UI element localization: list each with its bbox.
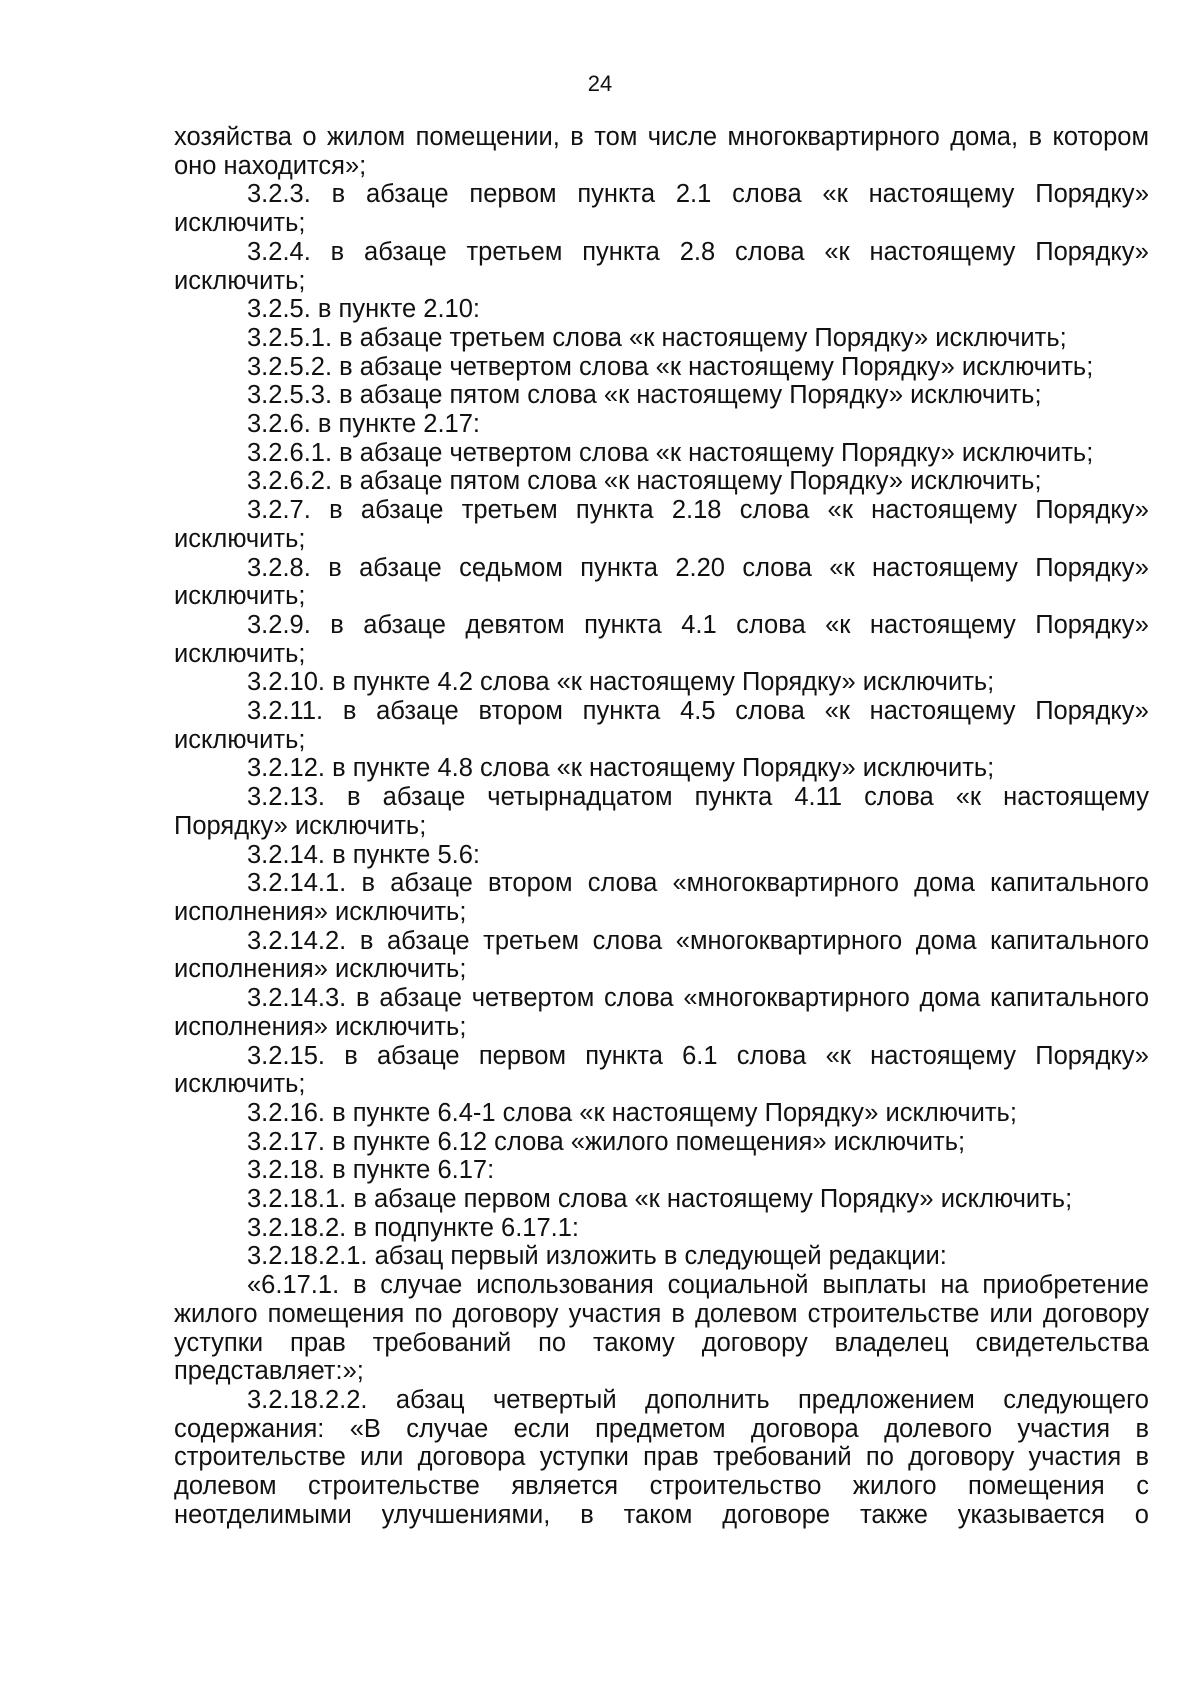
paragraph: 3.2.5.1. в абзаце третьем слова «к настоящему Порядку» исключить; <box>247 323 1067 352</box>
paragraph: 3.2.17. в пункте 6.12 слова «жилого помещения» исключить; <box>247 1127 966 1156</box>
paragraph: 3.2.12. в пункте 4.8 слова «к настоящему Порядку» исключить; <box>247 754 995 783</box>
paragraph: 3.2.5.2. в абзаце четвертом слова «к настоящему Порядку» исключить; <box>247 352 1094 381</box>
paragraph: 3.2.7. в абзаце третьем пункта 2.18 слова «к настоящему Порядку» исключить; <box>174 496 1149 553</box>
paragraph: 3.2.8. в абзаце седьмом пункта 2.20 слова «к настоящему Порядку» исключить; <box>174 553 1149 611</box>
paragraph: 3.2.14.1. в абзаце втором слова «многоквартирного дома капитального исполнения» исключить; <box>174 869 1149 926</box>
paragraph: «6.17.1. в случае использования социальной выплаты на приобретение жилого помещения по договору участия в долевом строительстве или договору уступки прав требований по такому договору владелец свидетельства представляет:»; <box>174 1271 1149 1386</box>
document-body <box>174 123 1149 1529</box>
page-number: 24 <box>587 71 613 96</box>
paragraph: 3.2.10. в пункте 4.2 слова «к настоящему Порядку» исключить; <box>247 668 995 697</box>
paragraph: 3.2.18.2. в подпункте 6.17.1: <box>247 1213 579 1242</box>
paragraph: 3.2.6.1. в абзаце четвертом слова «к настоящему Порядку» исключить; <box>247 438 1094 467</box>
paragraph: 3.2.14. в пункте 5.6: <box>247 840 480 869</box>
paragraph: 3.2.9. в абзаце девятом пункта 4.1 слова «к настоящему Порядку» исключить; <box>174 610 1149 668</box>
paragraph: 3.2.5.3. в абзаце пятом слова «к настоящему Порядку» исключить; <box>247 381 1042 410</box>
paragraph: 3.2.5. в пункте 2.10: <box>247 295 480 324</box>
paragraph: 3.2.18.2.2. абзац четвертый дополнить предложением следующего содержания: «В случае если предметом договора долевого участия в строительстве или договора уступки прав требований по договору участия в долевом строительстве является строительство жилого помещения с неотделимыми улучшениями, в таком договоре также указывается о <box>174 1385 1149 1529</box>
paragraph: 3.2.18. в пункте 6.17: <box>247 1156 495 1185</box>
paragraph: 3.2.18.2.1. абзац первый изложить в следующей редакции: <box>247 1242 947 1271</box>
paragraph: 3.2.15. в абзаце первом пункта 6.1 слова «к настоящему Порядку» исключить; <box>174 1041 1149 1099</box>
paragraph: 3.2.6.2. в абзаце пятом слова «к настоящему Порядку» исключить; <box>247 467 1042 496</box>
paragraph: 3.2.6. в пункте 2.17: <box>247 410 480 439</box>
paragraph: 3.2.14.3. в абзаце четвертом слова «многоквартирного дома капитального исполнения» исключить; <box>174 984 1149 1041</box>
paragraph: 3.2.3. в абзаце первом пункта 2.1 слова «к настоящему Порядку» исключить; <box>174 180 1149 238</box>
paragraph: 3.2.14.2. в абзаце третьем слова «многоквартирного дома капитального исполнения» исключить; <box>174 926 1149 984</box>
paragraph: хозяйства о жилом помещении, в том числе многоквартирного дома, в котором оно находится»; <box>174 123 1149 180</box>
paragraph: 3.2.13. в абзаце четырнадцатом пункта 4.11 слова «к настоящему Порядку» исключить; <box>174 783 1149 840</box>
paragraph: 3.2.4. в абзаце третьем пункта 2.8 слова «к настоящему Порядку» исключить; <box>174 237 1149 295</box>
paragraph: 3.2.16. в пункте 6.4-1 слова «к настоящему Порядку» исключить; <box>247 1098 1017 1127</box>
paragraph: 3.2.11. в абзаце втором пункта 4.5 слова «к настоящему Порядку» исключить; <box>174 697 1149 754</box>
paragraph: 3.2.18.1. в абзаце первом слова «к настоящему Порядку» исключить; <box>247 1185 1073 1214</box>
